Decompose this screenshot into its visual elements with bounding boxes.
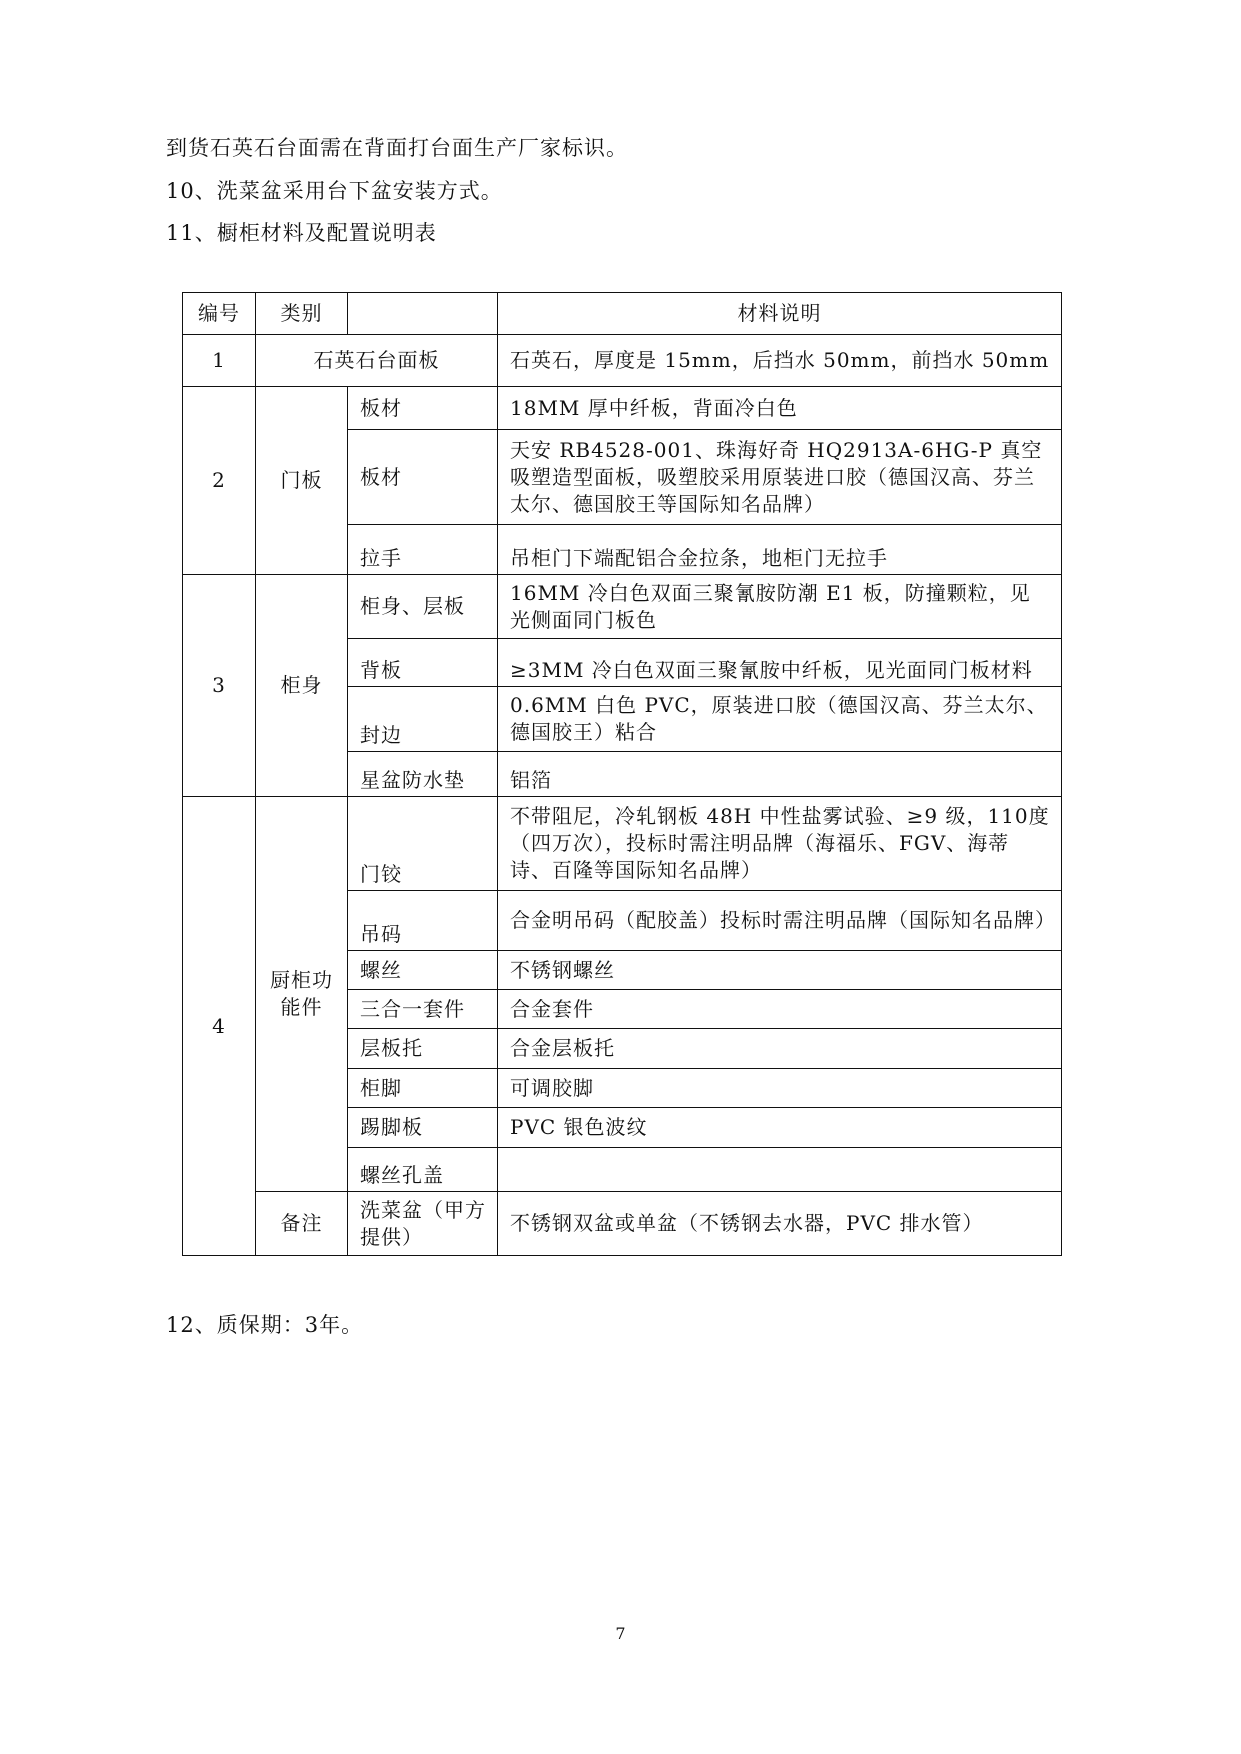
row-category: 厨柜功能件 (256, 797, 348, 1192)
row-description: 不锈钢螺丝 (498, 951, 1062, 990)
row-description: 0.6MM 白色 PVC，原装进口胶（德国汉高、芬兰太尔、德国胶王）粘合 (498, 687, 1062, 752)
paragraph-sink-installation: 10、洗菜盆采用台下盆安装方式。 (166, 179, 503, 203)
row-item: 柜脚 (348, 1069, 498, 1108)
row-description: 天安 RB4528-001、珠海好奇 HQ2913A-6HG-P 真空吸塑造型面板，吸塑胶采用原装进口胶（德国汉高、芬兰太尔、德国胶王等国际知名品牌） (498, 430, 1062, 525)
table-row (183, 797, 1062, 891)
row-description: 吊柜门下端配铝合金拉条，地柜门无拉手 (498, 525, 1062, 575)
row-description: 石英石，厚度是 15mm，后挡水 50mm，前挡水 50mm (498, 335, 1062, 387)
row-number: 4 (183, 797, 256, 1256)
row-item: 螺丝孔盖 (348, 1148, 498, 1192)
row-description: 铝箔 (498, 752, 1062, 797)
header-item (348, 293, 498, 335)
row-item: 板材 (348, 430, 498, 525)
row-item: 螺丝 (348, 951, 498, 990)
table-header-row (183, 293, 1062, 335)
paragraph-quartz-marking: 到货石英石台面需在背面打台面生产厂家标识。 (166, 136, 628, 160)
paragraph-warranty: 12、质保期：3年。 (166, 1313, 364, 1337)
header-number: 编号 (183, 293, 256, 335)
row-description (498, 1148, 1062, 1192)
row-description: 不带阻尼，冷轧钢板 48H 中性盐雾试验、≥9 级，110度（四万次），投标时需注明品牌（海福乐、FGV、海蒂诗、百隆等国际知名品牌） (498, 797, 1062, 891)
row-item: 门铰 (348, 797, 498, 891)
row-item: 板材 (348, 387, 498, 430)
row-description: 合金套件 (498, 990, 1062, 1029)
row-description: 可调胶脚 (498, 1069, 1062, 1108)
row-description: PVC 银色波纹 (498, 1108, 1062, 1148)
row-item: 星盆防水垫 (348, 752, 498, 797)
row-item: 封边 (348, 687, 498, 752)
row-category: 柜身 (256, 575, 348, 797)
row-item: 拉手 (348, 525, 498, 575)
table-row (183, 335, 1062, 387)
row-item: 踢脚板 (348, 1108, 498, 1148)
row-number: 2 (183, 387, 256, 575)
row-item: 吊码 (348, 891, 498, 951)
row-description: 合金明吊码（配胶盖）投标时需注明品牌（国际知名品牌） (498, 891, 1062, 951)
header-description: 材料说明 (498, 293, 1062, 335)
row-item: 层板托 (348, 1029, 498, 1069)
row-description: 18MM 厚中纤板，背面冷白色 (498, 387, 1062, 430)
table-row (183, 387, 1062, 430)
table-row (183, 1192, 1062, 1256)
row-item: 三合一套件 (348, 990, 498, 1029)
row-item: 柜身、层板 (348, 575, 498, 639)
row-description: 16MM 冷白色双面三聚氰胺防潮 E1 板，防撞颗粒，见光侧面同门板色 (498, 575, 1062, 639)
page-number: 7 (615, 1624, 626, 1643)
row-number: 1 (183, 335, 256, 387)
row-description: ≥3MM 冷白色双面三聚氰胺中纤板，见光面同门板材料 (498, 639, 1062, 687)
row-item: 洗菜盆（甲方提供） (348, 1192, 498, 1256)
row-description: 合金层板托 (498, 1029, 1062, 1069)
row-description: 不锈钢双盆或单盆（不锈钢去水器，PVC 排水管） (498, 1192, 1062, 1256)
paragraph-table-title: 11、橱柜材料及配置说明表 (166, 221, 437, 245)
row-category: 石英石台面板 (256, 335, 498, 387)
cabinet-spec-table (182, 292, 1062, 1256)
row-item: 背板 (348, 639, 498, 687)
header-category: 类别 (256, 293, 348, 335)
row-category: 门板 (256, 387, 348, 575)
table-row (183, 575, 1062, 639)
row-category: 备注 (256, 1192, 348, 1256)
row-number: 3 (183, 575, 256, 797)
